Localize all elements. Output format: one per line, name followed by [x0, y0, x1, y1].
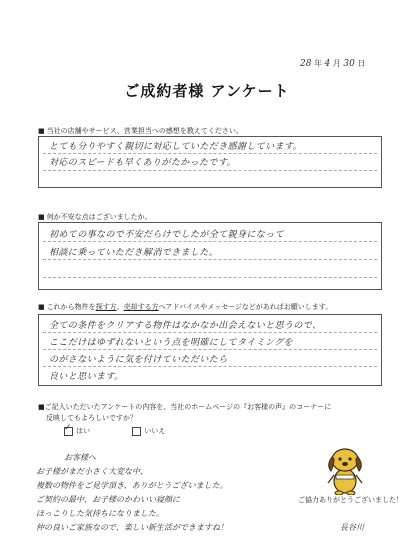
- note-greeting: お客様へ: [64, 453, 96, 462]
- thank-you-message: ご協力ありがとうございました！: [298, 496, 403, 504]
- date-year-unit: 年: [314, 59, 322, 68]
- date-day: 30: [343, 59, 355, 69]
- ruled-line: [43, 153, 377, 154]
- note-line-3: ご契約の最中、お子様のかわいい寝顔に: [36, 495, 180, 504]
- bullet-icon: ■: [38, 303, 45, 311]
- answer-box-3: [38, 314, 382, 386]
- note-signature: 長谷川: [340, 523, 364, 532]
- note-line-5: 仲の良いご家族なので、楽しい新生活ができますね！: [36, 523, 228, 532]
- question-2-text: 何か不安な点はございましたか。: [46, 213, 152, 221]
- date-year: 28: [300, 59, 312, 69]
- answer-2-line-2: 相談に乗っていただき解消できました。: [49, 248, 219, 258]
- date-day-unit: 日: [357, 59, 366, 68]
- ruled-line: [43, 170, 377, 171]
- ruled-line: [43, 332, 377, 333]
- survey-date: [300, 58, 365, 69]
- question-3-sell: 売却する方: [123, 303, 159, 311]
- note-line-4: ほっこりした気持ちになりました。: [36, 509, 164, 518]
- consent-yes-label: はい: [76, 427, 90, 435]
- answer-box-1: [38, 136, 382, 188]
- checkbox-checked-icon[interactable]: [64, 427, 73, 436]
- consent-yes-option[interactable]: [64, 426, 90, 436]
- question-3-pre: これから物件を: [46, 303, 96, 311]
- consent-line-2: 反映してもよろしいですか？: [46, 414, 137, 422]
- question-1-text: 当社の店舗やサービス、営業担当への感想を教えてください。: [46, 127, 243, 135]
- question-2: [38, 212, 152, 222]
- bullet-icon: ■: [38, 127, 45, 135]
- ruled-line: [43, 366, 377, 367]
- answer-3-line-2: ここだけはゆずれないという点を明確にしてタイミングを: [49, 338, 294, 348]
- answer-3-line-4: 良いと思います。: [49, 372, 124, 382]
- date-month: 4: [324, 59, 331, 69]
- checkbox-icon[interactable]: [132, 427, 141, 436]
- ruled-line: [43, 277, 377, 278]
- answer-2-line-1: 初めての事なので不安だらけでしたが全て親身になって: [49, 230, 285, 240]
- date-month-unit: 月: [332, 59, 341, 68]
- question-3-post: へアドバイスやメッセージなどがあればお願いします。: [158, 303, 333, 311]
- question-3-mid: 、: [116, 303, 124, 311]
- answer-1-line-2: 対応のスピードも早くありがたかったです。: [49, 158, 236, 168]
- page-title: ご成約者様 アンケート: [124, 82, 290, 100]
- note-line-1: お子様がまだ小さく大変な中、: [36, 467, 148, 476]
- question-3-buy: 探す方: [95, 303, 117, 311]
- question-3: [38, 302, 332, 312]
- answer-3-line-1: 全ての条件をクリアする物件はなかなか出会えないと思うので、: [49, 321, 322, 331]
- answer-box-2: [38, 222, 382, 290]
- note-line-2: 複数の物件をご見学頂き、ありがとうございました。: [36, 481, 228, 490]
- answer-3-line-3: のがさないように気を付けていただいたら: [49, 355, 228, 365]
- consent-choices: [64, 426, 205, 436]
- consent-line-1: ご記入いただいたアンケートの内容を、当社のホームページの『お客様の声』のコーナーに: [44, 403, 332, 411]
- consent-no-label: いいえ: [144, 427, 166, 435]
- consent-question: [38, 402, 331, 424]
- ruled-line: [43, 241, 377, 242]
- question-1: [38, 126, 243, 136]
- bullet-icon: ■: [38, 213, 45, 221]
- consent-no-option[interactable]: [132, 426, 165, 436]
- ruled-line: [43, 349, 377, 350]
- answer-1-line-1: とても分りやすく親切に対応していただき感謝しています。: [49, 142, 303, 152]
- ruled-line: [43, 259, 377, 260]
- dog-mascot-icon: [322, 445, 368, 495]
- bullet-icon: ■: [38, 403, 45, 411]
